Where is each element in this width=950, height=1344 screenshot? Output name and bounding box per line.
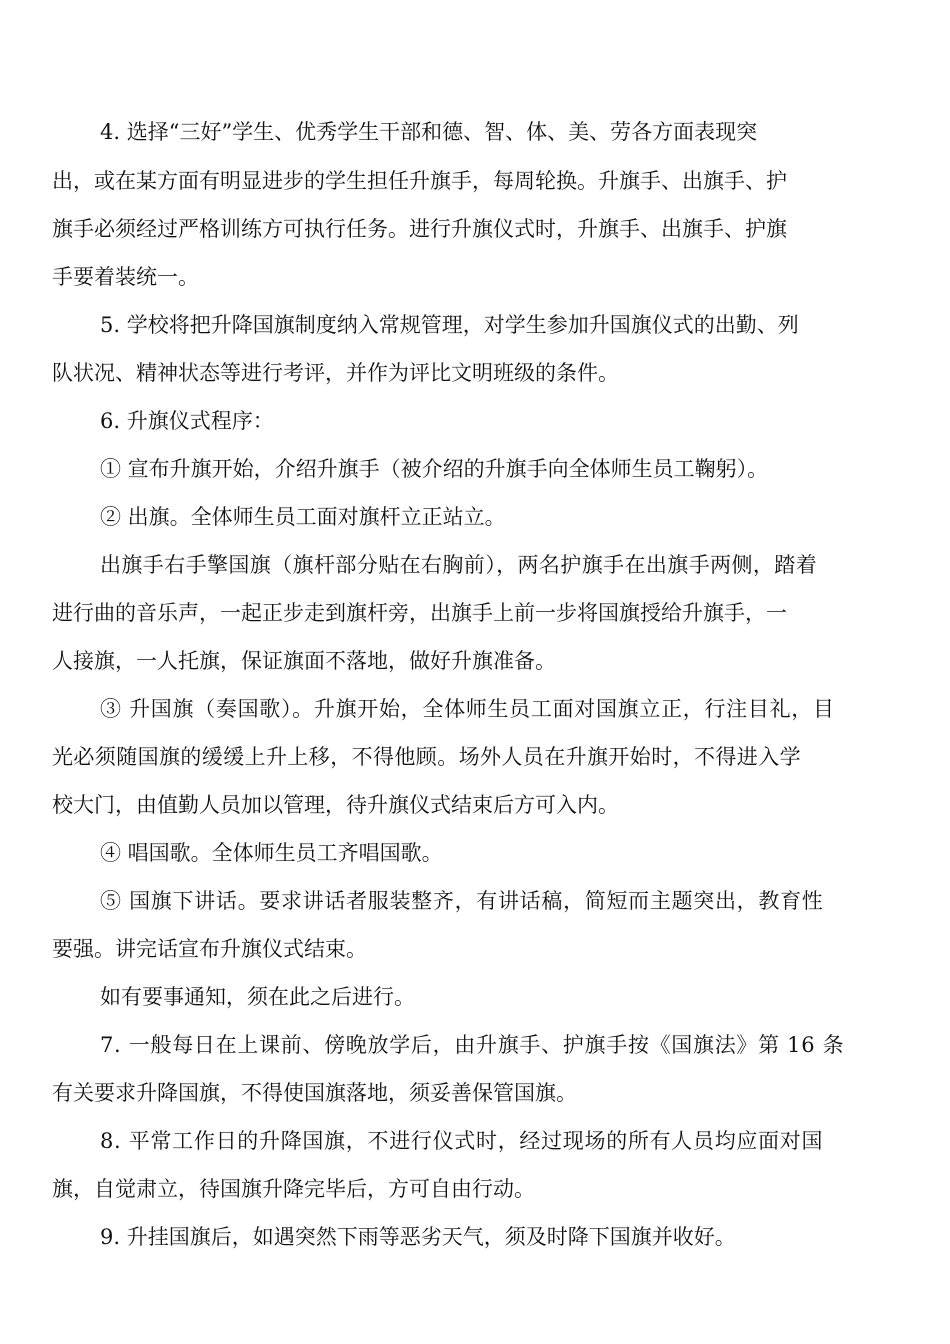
paragraph-4-line-1: 4. 选择“三好”学生、优秀学生干部和德、智、体、美、劳各方面表现突	[100, 120, 758, 144]
step-4: ④ 唱国歌。全体师生员工齐唱国歌。	[100, 841, 443, 865]
paragraph-9: 9. 升挂国旗后，如遇突然下雨等恶劣天气，须及时降下国旗并收好。	[100, 1225, 736, 1249]
paragraph-4-line-3: 旗手必须经过严格训练方可执行任务。进行升旗仪式时，升旗手、出旗手、护旗	[52, 217, 787, 241]
paragraph-7-line-1: 7. 一般每日在上课前、傍晚放学后，由升旗手、护旗手按《国旗法》第 16 条	[100, 1033, 845, 1057]
step-5-line-1: ⑤ 国旗下讲话。要求讲话者服装整齐，有讲话稿，简短而主题突出，教育性	[100, 889, 824, 913]
notice-line: 如有要事通知，须在此之后进行。	[100, 985, 415, 1009]
step-3-line-3: 校大门，由值勤人员加以管理，待升旗仪式结束后方可入内。	[52, 793, 619, 817]
step-3-line-1: ③ 升国旗（奏国歌）。升旗开始，全体师生员工面对国旗立正，行注目礼，目	[100, 697, 835, 721]
step-2-detail-line-1: 出旗手右手擎国旗（旗杆部分贴在右胸前），两名护旗手在出旗手两侧，踏着	[100, 553, 818, 577]
paragraph-7-line-2: 有关要求升降国旗，不得使国旗落地，须妥善保管国旗。	[52, 1081, 577, 1105]
step-3-line-2: 光必须随国旗的缓缓上升上移，不得他顾。场外人员在升旗开始时，不得进入学	[52, 745, 801, 769]
paragraph-8-line-2: 旗，自觉肃立，待国旗升降完毕后，方可自由行动。	[52, 1177, 535, 1201]
paragraph-5-line-1: 5. 学校将把升降国旗制度纳入常规管理，对学生参加升国旗仪式的出勤、列	[100, 313, 799, 337]
paragraph-4-line-4: 手要着装统一。	[52, 265, 199, 289]
step-2-detail-line-2: 进行曲的音乐声，一起正步走到旗杆旁，出旗手上前一步将国旗授给升旗手，一	[52, 601, 787, 625]
step-5-line-2: 要强。讲完话宣布升旗仪式结束。	[52, 937, 367, 961]
paragraph-4-line-2: 出，或在某方面有明显进步的学生担任升旗手，每周轮换。升旗手、出旗手、护	[52, 169, 787, 193]
step-2-detail-line-3: 人接旗，一人托旗，保证旗面不落地，做好升旗准备。	[52, 649, 556, 673]
paragraph-8-line-1: 8. 平常工作日的升降国旗，不进行仪式时，经过现场的所有人员均应面对国	[100, 1129, 824, 1153]
step-2: ② 出旗。全体师生员工面对旗杆立正站立。	[100, 505, 506, 529]
step-1: ① 宣布升旗开始，介绍升旗手（被介绍的升旗手向全体师生员工鞠躬）。	[100, 457, 769, 481]
paragraph-6-heading: 6. 升旗仪式程序：	[100, 409, 274, 433]
paragraph-5-line-2: 队状况、精神状态等进行考评，并作为评比文明班级的条件。	[52, 361, 619, 385]
